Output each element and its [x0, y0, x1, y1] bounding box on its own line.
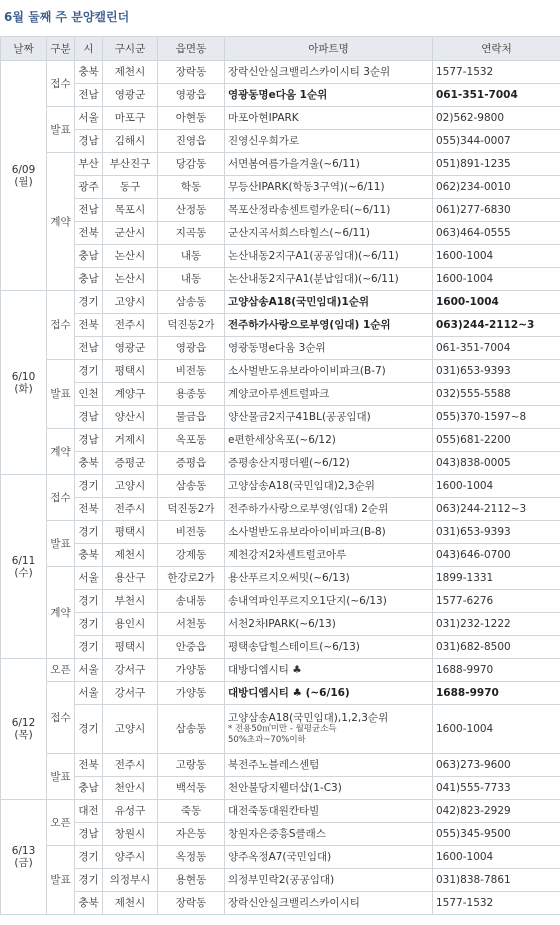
tel-cell: 063)464-0555 [433, 222, 560, 245]
gu-cell: 평택시 [103, 360, 158, 383]
tel-cell: 055)344-0007 [433, 130, 560, 153]
apt-name-cell [225, 705, 433, 754]
table-row [1, 659, 560, 682]
tel-cell: 061-351-7004 [433, 84, 560, 107]
apt-name: e편한세상옥포(~6/12) [228, 434, 336, 446]
gu-cell: 고양시 [103, 291, 158, 314]
tel-cell: 032)555-5588 [433, 383, 560, 406]
apt-name-cell [225, 383, 433, 406]
gu-cell: 부산진구 [103, 153, 158, 176]
apt-name: 고양삼송A18(국민임대)1순위 [228, 296, 370, 308]
table-row [1, 107, 560, 130]
si-cell: 경기 [75, 613, 103, 636]
tel-cell: 043)646-0700 [433, 544, 560, 567]
date-cell: 6/11 (수) [1, 475, 47, 659]
si-cell: 전북 [75, 498, 103, 521]
dong-cell: 덕진동2가 [158, 498, 225, 521]
gu-cell: 제천시 [103, 544, 158, 567]
table-row [1, 846, 560, 869]
table-row [1, 498, 560, 521]
gu-cell: 부천시 [103, 590, 158, 613]
apt-name-cell [225, 475, 433, 498]
apt-name: 계양코아루센트럴파크 [228, 388, 330, 400]
date-cell: 6/12 (목) [1, 659, 47, 800]
table-row [1, 360, 560, 383]
apt-name: 영광동명e다움 3순위 [228, 342, 326, 354]
table-row [1, 291, 560, 314]
apt-name-cell [225, 61, 433, 84]
type-cell: 오픈 [47, 800, 75, 846]
gu-cell: 전주시 [103, 314, 158, 337]
gu-cell: 의정부시 [103, 869, 158, 892]
apt-name-cell [225, 130, 433, 153]
gu-cell: 용산구 [103, 567, 158, 590]
tel-cell: 1688-9970 [433, 682, 560, 705]
type-cell: 계약 [47, 429, 75, 475]
gu-cell: 고양시 [103, 475, 158, 498]
table-row [1, 823, 560, 846]
dong-cell: 산정동 [158, 199, 225, 222]
apt-name: 대전죽동대원칸타빌 [228, 805, 320, 817]
apt-name-cell [225, 452, 433, 475]
gu-cell: 평택시 [103, 521, 158, 544]
si-cell: 충북 [75, 61, 103, 84]
table-row [1, 613, 560, 636]
type-cell: 발표 [47, 846, 75, 915]
type-cell: 접수 [47, 475, 75, 521]
apt-name-cell [225, 636, 433, 659]
tel-cell: 061)277-6830 [433, 199, 560, 222]
tel-cell: 061-351-7004 [433, 337, 560, 360]
tel-cell: 1600-1004 [433, 291, 560, 314]
si-cell: 광주 [75, 176, 103, 199]
tel-cell: 1899-1331 [433, 567, 560, 590]
si-cell: 전북 [75, 754, 103, 777]
apt-name: 전주하가사랑으로부영(임대) 1순위 [228, 319, 391, 331]
apt-name-cell [225, 314, 433, 337]
table-row [1, 452, 560, 475]
apt-name-cell [225, 222, 433, 245]
apt-name: 장락신안실크밸리스카이시티 [228, 897, 360, 909]
tel-cell: 062)234-0010 [433, 176, 560, 199]
dong-cell: 가양동 [158, 682, 225, 705]
apt-name-cell [225, 199, 433, 222]
gu-cell: 거제시 [103, 429, 158, 452]
si-cell: 서울 [75, 682, 103, 705]
table-row [1, 800, 560, 823]
apt-name: 서천2차IPARK(~6/13) [228, 618, 336, 630]
header-tel: 연락처 [433, 37, 560, 61]
apt-name-cell [225, 869, 433, 892]
table-row [1, 153, 560, 176]
si-cell: 충북 [75, 544, 103, 567]
apt-name: 양주옥정A7(국민임대) [228, 851, 332, 863]
table-row [1, 337, 560, 360]
tel-cell: 031)653-9393 [433, 521, 560, 544]
apt-name-cell [225, 360, 433, 383]
tel-cell: 063)273-9600 [433, 754, 560, 777]
tel-cell: 041)555-7733 [433, 777, 560, 800]
si-cell: 경남 [75, 130, 103, 153]
gu-cell: 고양시 [103, 705, 158, 754]
gu-cell: 제천시 [103, 892, 158, 915]
calendar-table [0, 36, 560, 915]
header-type: 구분 [47, 37, 75, 61]
apt-name: 증평송산지평더웰(~6/12) [228, 457, 350, 469]
tel-cell: 02)562-9800 [433, 107, 560, 130]
apt-name-cell [225, 153, 433, 176]
dong-cell: 물금읍 [158, 406, 225, 429]
gu-cell: 천안시 [103, 777, 158, 800]
si-cell: 경기 [75, 360, 103, 383]
header-dong: 읍면동 [158, 37, 225, 61]
apt-name-cell [225, 107, 433, 130]
dong-cell: 가양동 [158, 659, 225, 682]
tel-cell: 1577-6276 [433, 590, 560, 613]
table-row [1, 590, 560, 613]
tel-cell: 1600-1004 [433, 846, 560, 869]
dong-cell: 영광읍 [158, 337, 225, 360]
gu-cell: 양산시 [103, 406, 158, 429]
apt-name: 장락신안실크밸리스카이시티 3순위 [228, 66, 391, 78]
apt-name: 용산푸르지오써밋(~6/13) [228, 572, 350, 584]
dong-cell: 송내동 [158, 590, 225, 613]
apt-name-cell [225, 498, 433, 521]
apt-name: 소사벌반도유보라아이비파크(B-8) [228, 526, 386, 538]
si-cell: 경남 [75, 406, 103, 429]
table-row [1, 521, 560, 544]
si-cell: 전북 [75, 314, 103, 337]
dong-cell: 진영읍 [158, 130, 225, 153]
apt-name: 전주하가사랑으로부영(임대) 2순위 [228, 503, 389, 515]
table-row [1, 383, 560, 406]
gu-cell: 전주시 [103, 754, 158, 777]
si-cell: 서울 [75, 107, 103, 130]
tel-cell: 055)681-2200 [433, 429, 560, 452]
apt-note: * 전용50㎡미만 - 월평균소득 50%초과~70%이하 [228, 724, 337, 745]
tel-cell: 055)370-1597~8 [433, 406, 560, 429]
apt-name: 무등산IPARK(학동3구역)(~6/11) [228, 181, 385, 193]
apt-name-cell [225, 892, 433, 915]
si-cell: 경기 [75, 590, 103, 613]
si-cell: 충남 [75, 245, 103, 268]
apt-name: 창원자은중흥S클래스 [228, 828, 326, 840]
date-cell: 6/13 (금) [1, 800, 47, 915]
si-cell: 경기 [75, 636, 103, 659]
dong-cell: 자은동 [158, 823, 225, 846]
tel-cell: 051)891-1235 [433, 153, 560, 176]
table-row [1, 406, 560, 429]
apt-name-cell [225, 176, 433, 199]
dong-cell: 삼송동 [158, 475, 225, 498]
dong-cell: 삼송동 [158, 705, 225, 754]
apt-name-cell [225, 823, 433, 846]
apt-name-cell [225, 406, 433, 429]
apt-name: 북전주노블레스센텀 [228, 759, 320, 771]
gu-cell: 창원시 [103, 823, 158, 846]
gu-cell: 영광군 [103, 337, 158, 360]
apt-name: 진영신우희가로 [228, 135, 300, 147]
table-row [1, 245, 560, 268]
si-cell: 부산 [75, 153, 103, 176]
apt-name-cell [225, 84, 433, 107]
dong-cell: 장락동 [158, 892, 225, 915]
tel-cell: 031)653-9393 [433, 360, 560, 383]
date-cell: 6/09 (월) [1, 61, 47, 291]
gu-cell: 양주시 [103, 846, 158, 869]
header-apt: 아파트명 [225, 37, 433, 61]
type-cell: 계약 [47, 567, 75, 659]
apt-name: 고양삼송A18(국민임대),1,2,3순위 [228, 712, 389, 724]
si-cell: 경기 [75, 846, 103, 869]
tel-cell: 1600-1004 [433, 475, 560, 498]
table-row [1, 199, 560, 222]
table-row [1, 429, 560, 452]
dong-cell: 학동 [158, 176, 225, 199]
si-cell: 충남 [75, 268, 103, 291]
table-row [1, 176, 560, 199]
header-row [1, 37, 560, 61]
apt-name-cell [225, 268, 433, 291]
apt-name-cell [225, 245, 433, 268]
gu-cell: 계양구 [103, 383, 158, 406]
tel-cell: 1600-1004 [433, 705, 560, 754]
table-row [1, 892, 560, 915]
table-row [1, 61, 560, 84]
dong-cell: 안중읍 [158, 636, 225, 659]
type-cell: 접수 [47, 61, 75, 107]
si-cell: 경남 [75, 823, 103, 846]
apt-name: 목포산정라송센트럴카운티(~6/11) [228, 204, 391, 216]
type-cell: 접수 [47, 291, 75, 360]
gu-cell: 영광군 [103, 84, 158, 107]
apt-name-cell [225, 754, 433, 777]
date-cell: 6/10 (화) [1, 291, 47, 475]
apt-name: 서면봄여름가을겨울(~6/11) [228, 158, 360, 170]
apt-name: 고양삼송A18(국민임대)2,3순위 [228, 480, 375, 492]
gu-cell: 강서구 [103, 659, 158, 682]
apt-name: 평택송담힐스테이트(~6/13) [228, 641, 360, 653]
header-date: 날짜 [1, 37, 47, 61]
dong-cell: 서천동 [158, 613, 225, 636]
si-cell: 전남 [75, 199, 103, 222]
dong-cell: 옥정동 [158, 846, 225, 869]
type-cell: 발표 [47, 360, 75, 429]
apt-name-cell [225, 613, 433, 636]
si-cell: 경기 [75, 521, 103, 544]
table-row [1, 636, 560, 659]
apt-name: 양산물금2지구41BL(공공임대) [228, 411, 371, 423]
gu-cell: 군산시 [103, 222, 158, 245]
apt-name-cell [225, 429, 433, 452]
si-cell: 충북 [75, 452, 103, 475]
gu-cell: 유성구 [103, 800, 158, 823]
apt-name-cell [225, 659, 433, 682]
type-cell: 발표 [47, 107, 75, 153]
si-cell: 인천 [75, 383, 103, 406]
si-cell: 경남 [75, 429, 103, 452]
header-gu: 구시군 [103, 37, 158, 61]
tel-cell: 031)232-1222 [433, 613, 560, 636]
table-row [1, 777, 560, 800]
table-row [1, 869, 560, 892]
dong-cell: 죽동 [158, 800, 225, 823]
tel-cell: 1577-1532 [433, 61, 560, 84]
dong-cell: 고랑동 [158, 754, 225, 777]
dong-cell: 삼송동 [158, 291, 225, 314]
tel-cell: 031)682-8500 [433, 636, 560, 659]
tel-cell: 043)838-0005 [433, 452, 560, 475]
si-cell: 경기 [75, 705, 103, 754]
table-row [1, 130, 560, 153]
table-row [1, 567, 560, 590]
table-row [1, 544, 560, 567]
apt-name: 논산내동2지구A1(분납임대)(~6/11) [228, 273, 399, 285]
tel-cell: 055)345-9500 [433, 823, 560, 846]
dong-cell: 지곡동 [158, 222, 225, 245]
gu-cell: 논산시 [103, 268, 158, 291]
si-cell: 대전 [75, 800, 103, 823]
apt-name-cell [225, 521, 433, 544]
gu-cell: 김해시 [103, 130, 158, 153]
si-cell: 충남 [75, 777, 103, 800]
apt-name-cell [225, 590, 433, 613]
si-cell: 경기 [75, 475, 103, 498]
type-cell: 계약 [47, 153, 75, 291]
tel-cell: 1600-1004 [433, 268, 560, 291]
dong-cell: 내동 [158, 268, 225, 291]
type-cell: 접수 [47, 682, 75, 754]
gu-cell: 제천시 [103, 61, 158, 84]
tel-cell: 042)823-2929 [433, 800, 560, 823]
apt-name-cell [225, 567, 433, 590]
gu-cell: 평택시 [103, 636, 158, 659]
tel-cell: 1577-1532 [433, 892, 560, 915]
apt-name-cell [225, 846, 433, 869]
si-cell: 전남 [75, 84, 103, 107]
gu-cell: 용인시 [103, 613, 158, 636]
dong-cell: 당감동 [158, 153, 225, 176]
gu-cell: 마포구 [103, 107, 158, 130]
gu-cell: 논산시 [103, 245, 158, 268]
apt-name: 영광동명e다움 1순위 [228, 89, 328, 101]
table-row [1, 754, 560, 777]
si-cell: 충북 [75, 892, 103, 915]
apt-name-cell [225, 682, 433, 705]
apt-name: 대방디엠시티 ♣ [228, 664, 302, 676]
table-row [1, 682, 560, 705]
table-row [1, 314, 560, 337]
dong-cell: 용종동 [158, 383, 225, 406]
dong-cell: 비전동 [158, 360, 225, 383]
gu-cell: 증평군 [103, 452, 158, 475]
si-cell: 서울 [75, 567, 103, 590]
table-row [1, 705, 560, 754]
dong-cell: 아현동 [158, 107, 225, 130]
dong-cell: 내동 [158, 245, 225, 268]
si-cell: 경기 [75, 869, 103, 892]
dong-cell: 덕진동2가 [158, 314, 225, 337]
tel-cell: 063)244-2112~3 [433, 314, 560, 337]
tel-cell: 1600-1004 [433, 245, 560, 268]
table-row [1, 84, 560, 107]
dong-cell: 영광읍 [158, 84, 225, 107]
type-cell: 발표 [47, 521, 75, 567]
dong-cell: 용현동 [158, 869, 225, 892]
apt-name-cell [225, 291, 433, 314]
apt-name: 논산내동2지구A1(공공임대)(~6/11) [228, 250, 399, 262]
table-row [1, 475, 560, 498]
apt-name: 송내역파인푸르지오1단지(~6/13) [228, 595, 387, 607]
apt-name: 제천강저2차센트럴코아루 [228, 549, 347, 561]
apt-name-cell [225, 544, 433, 567]
dong-cell: 옥포동 [158, 429, 225, 452]
gu-cell: 동구 [103, 176, 158, 199]
dong-cell: 비전동 [158, 521, 225, 544]
tel-cell: 1688-9970 [433, 659, 560, 682]
table-row [1, 268, 560, 291]
gu-cell: 전주시 [103, 498, 158, 521]
gu-cell: 강서구 [103, 682, 158, 705]
apt-name: 군산지곡서희스타힐스(~6/11) [228, 227, 370, 239]
apt-name-cell [225, 800, 433, 823]
apt-name: 소사벌반도유보라아이비파크(B-7) [228, 365, 386, 377]
si-cell: 서울 [75, 659, 103, 682]
apt-name: 의정부민락2(공공임대) [228, 874, 335, 886]
apt-name: 마포아현IPARK [228, 112, 299, 124]
apt-name: 천안불당지웰더샵(1-C3) [228, 782, 342, 794]
calendar-body [1, 61, 560, 915]
gu-cell: 목포시 [103, 199, 158, 222]
si-cell: 경기 [75, 291, 103, 314]
dong-cell: 증평읍 [158, 452, 225, 475]
page-title: 6월 둘째 주 분양캘린더 [4, 10, 130, 24]
table-row [1, 222, 560, 245]
dong-cell: 한강로2가 [158, 567, 225, 590]
type-cell: 발표 [47, 754, 75, 800]
apt-name-cell [225, 777, 433, 800]
type-cell: 오픈 [47, 659, 75, 682]
tel-cell: 063)244-2112~3 [433, 498, 560, 521]
header-si: 시 [75, 37, 103, 61]
apt-name: 대방디엠시티 ♣ (~6/16) [228, 687, 350, 699]
si-cell: 전남 [75, 337, 103, 360]
dong-cell: 백석동 [158, 777, 225, 800]
dong-cell: 강제동 [158, 544, 225, 567]
si-cell: 전북 [75, 222, 103, 245]
apt-name-cell [225, 337, 433, 360]
tel-cell: 031)838-7861 [433, 869, 560, 892]
dong-cell: 장락동 [158, 61, 225, 84]
